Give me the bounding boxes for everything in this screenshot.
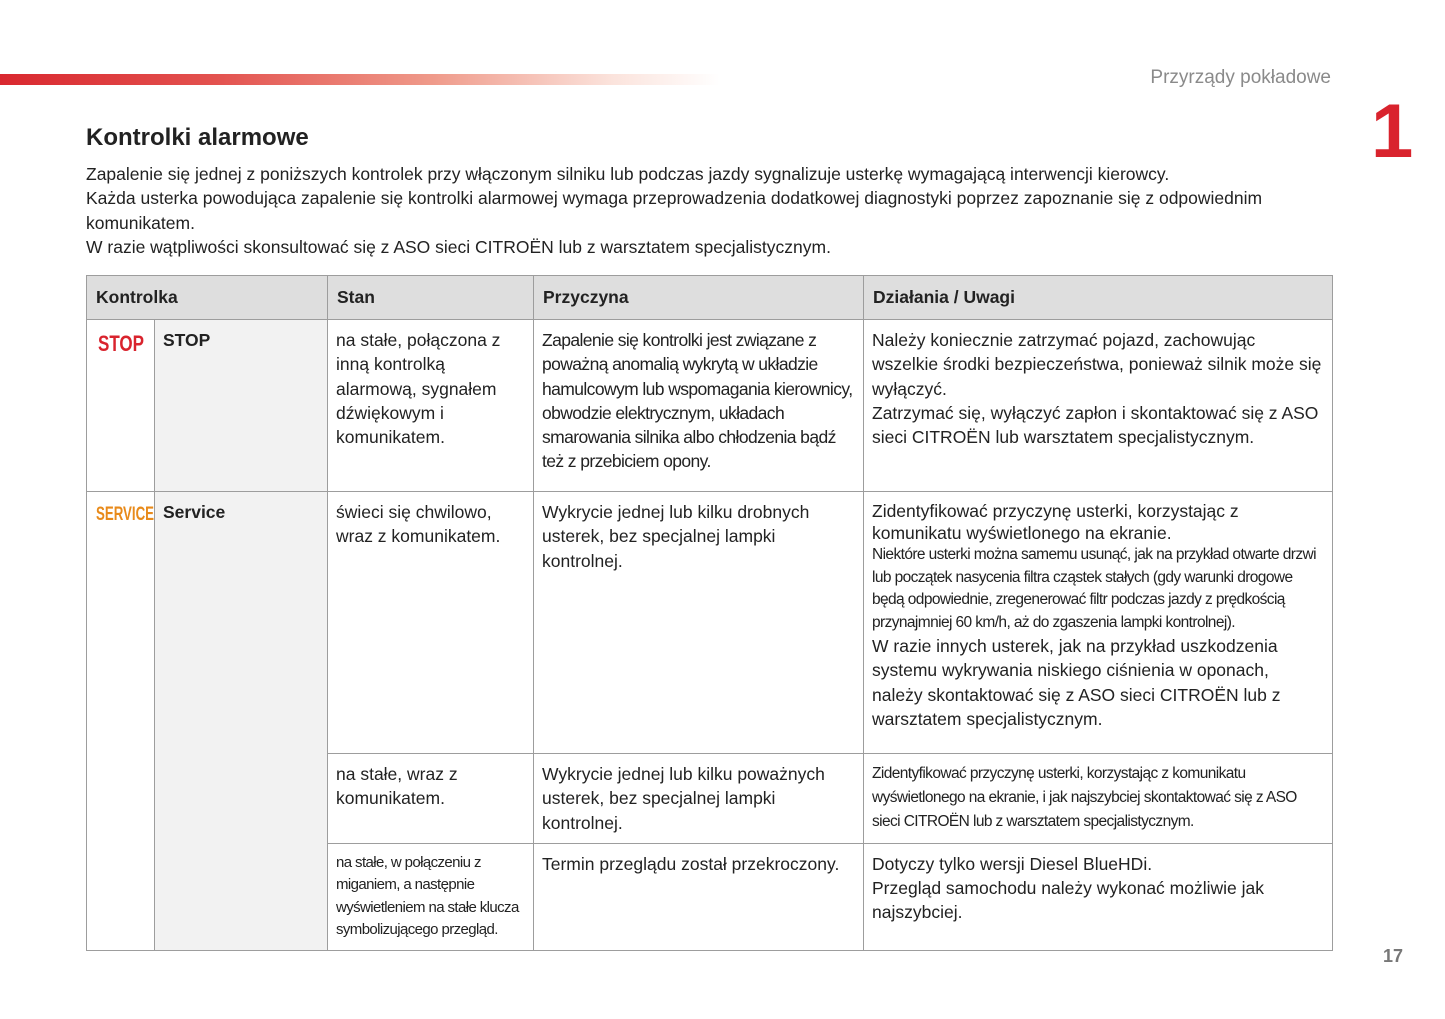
stop-action [864, 320, 1333, 492]
service-state: na stałe, w połączeniu z miganiem, a następnie wyświetleniem na stałe klucza symbolizującego przegląd. [328, 843, 534, 950]
intro-text [86, 162, 1286, 259]
section-title: Przyrządy pokładowe [1150, 67, 1331, 88]
service-warning-icon [95, 500, 155, 526]
chapter-number: 1 [1371, 89, 1414, 174]
stop-warning-icon [96, 328, 146, 358]
service-state: świeci się chwilowo, wraz z komunikatem. [328, 492, 534, 754]
stop-icon-text: STOP [97, 331, 144, 356]
header-przyczyna: Przyczyna [534, 276, 864, 320]
stop-action-text: Należy koniecznie zatrzymać pojazd, zachowując wszelkie środki bezpieczeństwa, ponieważ silnik może się wyłączyć. [872, 330, 1322, 399]
intro-paragraph: Zapalenie się jednej z poniższych kontrolek przy włączonym silniku lub podczas jazdy sygnalizuje usterkę wymagającą interwencji kierowcy. [86, 164, 1170, 184]
service-name: Service [155, 492, 328, 951]
service-action-text: Niektóre usterki można samemu usunąć, jak na przykład otwarte drzwi lub początek nasycenia filtra cząstek stałych (gdy warunki drogowe będą odpowiednie, zregenerować filtr podczas jazdy z prędkością przynajmniej 60 km/h, aż do zgaszenia lampki kontrolnej). [872, 546, 1316, 631]
table-row-service [87, 492, 1333, 754]
service-action-text: Zidentyfikować przyczynę usterki, korzystając z komunikatu wyświetlonego na ekranie. [872, 501, 1239, 543]
stop-state: na stałe, połączona z inną kontrolką alarmową, sygnałem dźwiękowym i komunikatem. [328, 320, 534, 492]
stop-name: STOP [155, 320, 328, 492]
stop-action-text-2: Zatrzymać się, wyłączyć zapłon i skontaktować się z ASO sieci CITROËN lub warsztatem specjalistycznym. [872, 402, 1319, 448]
service-icon-cell [87, 492, 155, 951]
service-state: na stałe, wraz z komunikatem. [328, 754, 534, 844]
warning-lights-table [86, 275, 1333, 951]
page-number: 17 [1383, 946, 1404, 966]
intro-paragraph: W razie wątpliwości skonsultować się z ASO sieci CITROËN lub z warsztatem specjalistycznym. [86, 236, 831, 257]
service-cause: Wykrycie jednej lub kilku poważnych usterek, bez specjalnej lampki kontrolnej. [534, 754, 864, 844]
service-icon-text: SERVICE [96, 504, 154, 525]
table-header-row [87, 276, 1333, 320]
table-row-stop [87, 320, 1333, 492]
service-action-text: Dotyczy tylko wersji Diesel BlueHDi. [872, 853, 1153, 874]
page-heading: Kontrolki alarmowe [86, 124, 309, 151]
header-kontrolka: Kontrolka [87, 276, 328, 320]
service-cause: Wykrycie jednej lub kilku drobnych usterek, bez specjalnej lampki kontrolnej. [534, 492, 864, 754]
stop-icon-cell [87, 320, 155, 492]
service-action [864, 843, 1333, 950]
service-cause: Termin przeglądu został przekroczony. [534, 843, 864, 950]
service-action-text: W razie innych usterek, jak na przykład uszkodzenia systemu wykrywania niskiego ciśnienia w oponach, należy skontaktować się z ASO sieci CITROËN lub z warsztatem specjalistycznym. [872, 636, 1281, 729]
intro-paragraph: Każda usterka powodująca zapalenie się kontrolki alarmowej wymaga przeprowadzenia dodatkowej diagnostyki poprzez zapoznanie się z odpowiednim komunikatem. [86, 188, 1263, 233]
service-action-text: Przegląd samochodu należy wykonać możliwie jak najszybciej. [872, 878, 1264, 923]
header-dzialania: Działania / Uwagi [864, 276, 1333, 320]
service-action [864, 492, 1333, 754]
stop-cause: Zapalenie się kontrolki jest związane z poważną anomalią wykrytą w układzie hamulcowym lub wspomagania kierownicy, obwodzie elektrycznym, układach smarowania silnika albo chłodzenia bądź też z przebiciem opony. [534, 320, 864, 492]
top-color-band [0, 74, 720, 85]
service-action: Zidentyfikować przyczynę usterki, korzystając z komunikatu wyświetlonego na ekranie, i jak najszybciej skontaktować się z ASO sieci CITROËN lub z warsztatem specjalistycznym. [864, 754, 1333, 844]
header-stan: Stan [328, 276, 534, 320]
